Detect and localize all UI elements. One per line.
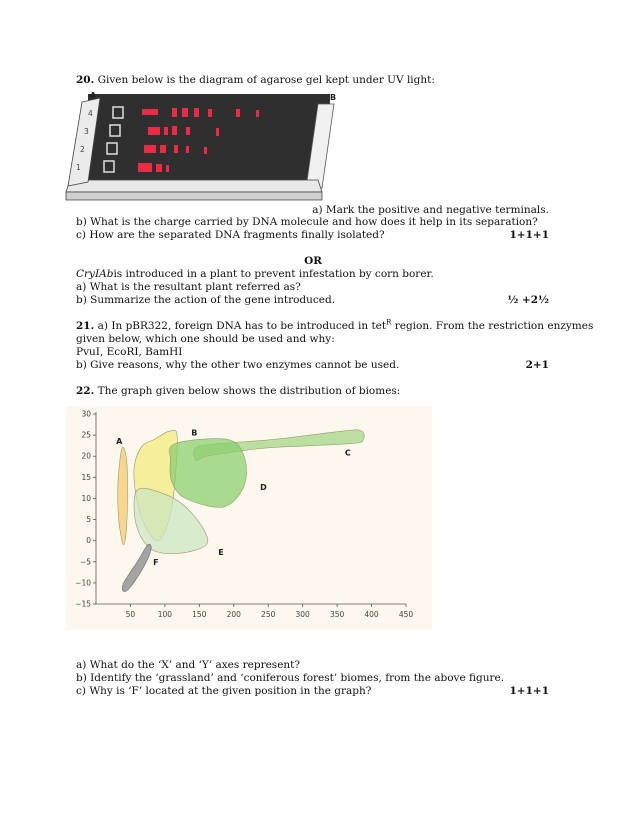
q21-enzymes: PvuI, EcoRI, BamHI [76,346,183,358]
y-tick-label: 25 [81,430,91,440]
biome-region-d [169,439,246,508]
gel-label-a: A [90,92,97,100]
well-label-1: 1 [76,163,81,172]
q21-part-b: b) Give reasons, why the other two enzymes cannot be used. [76,359,400,371]
x-tick-label: 100 [157,610,173,619]
biome-region-a [118,447,128,545]
y-tick-label: 20 [81,451,91,461]
q22-intro-text: The graph given below shows the distribution of biomes: [97,385,401,397]
q20-part-b: b) What is the charge carried by DNA molecule and how does it help in its separation? [76,216,538,228]
q20-alt-text: is introduced in a plant to prevent infestation by corn borer. [113,268,434,280]
q20-intro [76,74,435,87]
x-tick-label: 50 [125,610,136,619]
x-ticks [126,604,414,619]
biome-label-e: E [218,547,224,557]
y-tick-label: 10 [81,493,91,503]
x-tick-label: 350 [329,610,345,619]
biome-label-d: D [260,482,267,492]
gel-tray-side [66,192,322,200]
agarose-gel-diagram [60,92,340,204]
y-ticks [75,410,96,609]
q21-line1 [76,320,593,333]
q21-superscript: R [386,318,392,327]
q22-number: 22. [76,385,95,397]
biome-label-b: B [191,428,198,438]
q20-marks: 1+1+1 [509,229,549,241]
q21-marks: 2+1 [525,359,549,371]
biome-label-a: A [116,436,123,446]
x-tick-label: 250 [261,610,276,619]
q20-number: 20. [76,74,95,86]
gene-name: CryIAb [76,268,114,280]
q20-alt-a: a) What is the resultant plant referred as? [76,281,301,293]
q20-part-a-text: a) Mark the positive and negative terminals. [312,204,549,216]
y-tick-label: −5 [79,557,91,567]
q22-intro [76,385,400,398]
x-tick-label: 200 [226,610,241,619]
q20-alt-line [76,268,434,281]
gel-tray-edge [66,180,322,192]
q20-alt-marks: ½ +2½ [507,294,549,306]
q22-marks: 1+1+1 [509,685,549,697]
q21-line1-pre: a) In pBR322, foreign DNA has to be introduced in tet [97,320,387,332]
q20-intro-text: Given below is the diagram of agarose gel kept under UV light: [97,74,435,86]
well-label-4: 4 [88,109,93,118]
q22-part-c: c) Why is ‘F’ located at the given position in the graph? [76,685,372,697]
y-tick-label: 5 [86,515,91,525]
biome-regions [118,430,364,592]
q20-alt-b: b) Summarize the action of the gene introduced. [76,294,336,306]
x-tick-label: 300 [295,610,310,619]
gel-label-b: B [330,93,337,102]
y-tick-label: −10 [75,578,91,588]
q22-part-b: b) Identify the ‘grassland’ and ‘coniferous forest’ biomes, from the above figure. [76,672,505,684]
q20-part-c: c) How are the separated DNA fragments finally isolated? [76,229,385,241]
well-label-3: 3 [84,127,89,136]
x-tick-label: 400 [364,610,379,619]
biome-label-c: C [344,448,351,458]
well-label-2: 2 [80,145,85,154]
y-tick-label: −15 [75,599,91,609]
y-tick-label: 30 [81,409,91,419]
y-tick-label: 15 [81,472,91,482]
q22-part-a: a) What do the ‘X’ and ‘Y’ axes represent? [76,659,301,671]
biome-region-f [122,544,151,591]
biome-chart [66,406,432,630]
x-tick-label: 450 [398,610,414,619]
biome-label-f: F [153,558,159,568]
x-tick-label: 150 [192,610,207,619]
q20-or: OR [304,255,322,267]
q21-line1-post: region. From the restriction enzymes [391,320,594,332]
y-tick-label: 0 [86,536,91,546]
q21-number: 21. [76,320,95,332]
q21-line2: given below, which one should be used and why: [76,333,335,345]
gel-body [70,94,330,180]
